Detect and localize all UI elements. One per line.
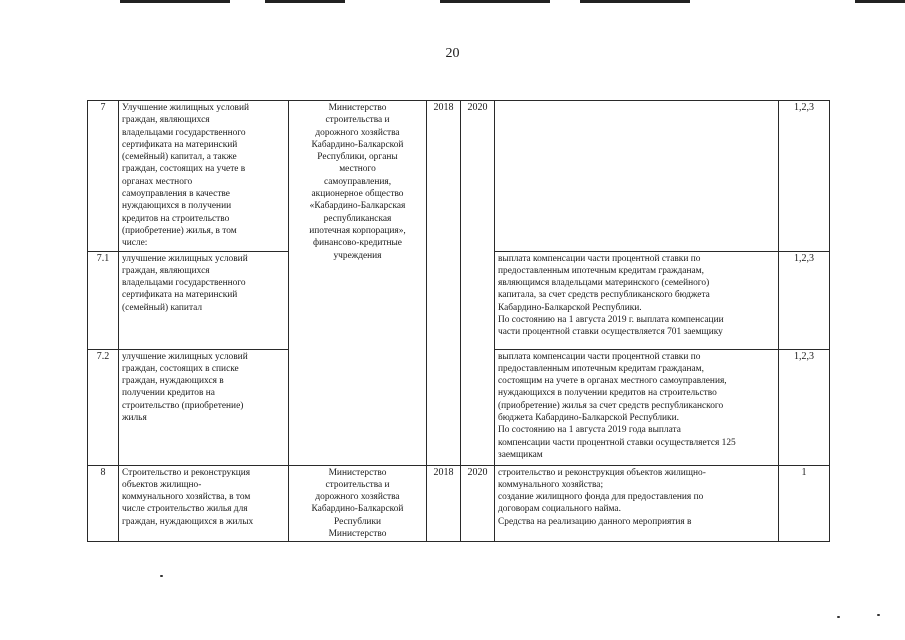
indicator-ref: 1,2,3	[779, 349, 830, 465]
measure-name: Улучшение жилищных условий граждан, являющихся владельцами государственного сертификата на материнский (семейный) капитал, а также граждан, состоящих на учете в органах местного самоуправления в качестве нуждающихся в получении кредитов на строительство (приобретение) жилья, в том числе:	[119, 101, 289, 252]
scan-edge-mark	[265, 0, 345, 3]
row-number: 7.2	[88, 349, 119, 465]
indicator-ref: 1,2,3	[779, 251, 830, 349]
responsible-executor: Министерство строительства и дорожного хозяйства Кабардино-Балкарской Республики Министерство	[289, 465, 427, 542]
measure-name: улучшение жилищных условий граждан, являющихся владельцами государственного сертификата на материнский (семейный) капитал	[119, 251, 289, 349]
scan-edge-mark	[120, 0, 230, 3]
responsible-executor: Министерство строительства и дорожного хозяйства Кабардино-Балкарской Республики, органы местного самоуправления, акционерное общество «Кабардино-Балкарская республиканская ипотечная корпорация», финансово-кредитные учреждения	[289, 101, 427, 466]
start-year: 2018	[427, 101, 461, 466]
measures-table	[87, 100, 830, 542]
scan-edge-mark	[855, 0, 905, 3]
expected-result: строительство и реконструкция объектов жилищно- коммунального хозяйства; создание жилищного фонда для предоставления по договорам социального найма. Средства на реализацию данного мероприятия в	[495, 465, 779, 542]
scan-speck	[837, 616, 840, 618]
page-number: 20	[445, 46, 460, 61]
scan-speck	[877, 614, 880, 616]
indicator-ref: 1,2,3	[779, 101, 830, 252]
table-row-7	[88, 101, 830, 252]
expected-result	[495, 101, 779, 252]
measure-name: улучшение жилищных условий граждан, состоящих в списке граждан, нуждающихся в получении кредитов на строительство (приобретение) жилья	[119, 349, 289, 465]
end-year: 2020	[461, 101, 495, 466]
measure-name: Строительство и реконструкция объектов жилищно- коммунального хозяйства, в том числе строительство жилья для граждан, нуждающихся в жилых	[119, 465, 289, 542]
row-number: 8	[88, 465, 119, 542]
row-number: 7.1	[88, 251, 119, 349]
table-row-8	[88, 465, 830, 542]
indicator-ref: 1	[779, 465, 830, 542]
end-year: 2020	[461, 465, 495, 542]
scan-speck	[160, 575, 163, 577]
scan-edge-mark	[580, 0, 690, 3]
row-number: 7	[88, 101, 119, 252]
expected-result: выплата компенсации части процентной ставки по предоставленным ипотечным кредитам гражданам, состоящим на учете в органах местного самоуправления, нуждающихся в получении кредитов на строительство (приобретение) жилья за счет средств республиканского бюджета Кабардино-Балкарской Республики. По состоянию на 1 августа 2019 года выплата компенсации части процентной ставки осуществляется 125 заемщикам	[495, 349, 779, 465]
expected-result: выплата компенсации части процентной ставки по предоставленным ипотечным кредитам гражданам, являющимся владельцами материнского (семейного) капитала, за счет средств республиканского бюджета Кабардино-Балкарской Республики. По состоянию на 1 августа 2019 г. выплата компенсации части процентной ставки осуществляется 701 заемщику	[495, 251, 779, 349]
start-year: 2018	[427, 465, 461, 542]
scan-edge-mark	[440, 0, 550, 3]
